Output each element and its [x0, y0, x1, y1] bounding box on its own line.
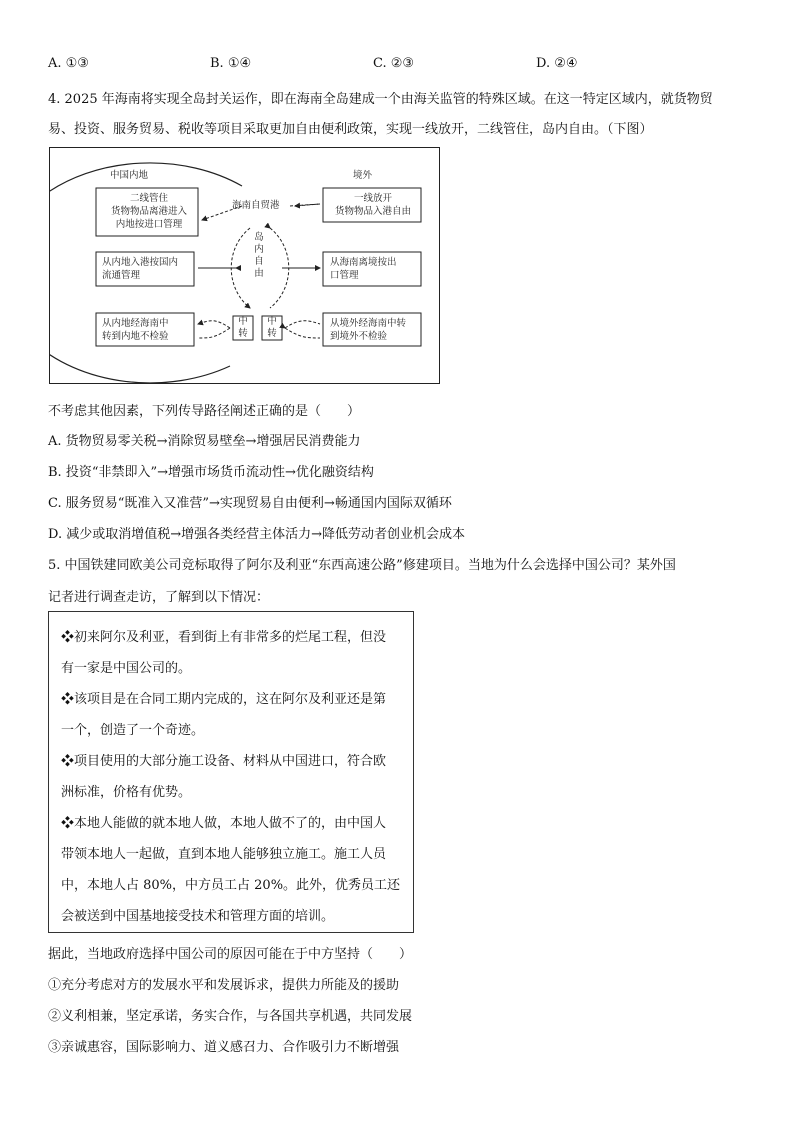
q3-option-c: C. ②③: [373, 56, 415, 71]
q5-stem-line2: 记者进行调查走访，了解到以下情况：: [48, 590, 270, 605]
box-abroad-transit: 从境外经海南中转 到境外不检验: [330, 318, 407, 342]
fact-line: 会被送到中国基地接受技术和管理方面的培训。: [61, 909, 335, 924]
label-island-free: 岛内自由: [254, 232, 264, 279]
fact-line: ❖本地人能做的就本地人做，本地人做不了的，由中国人: [61, 816, 387, 831]
fact-line: 一个，创造了一个奇迹。: [61, 723, 205, 738]
fact-line: 洲标准，价格有优势。: [61, 785, 192, 800]
transit-right: 中转: [267, 316, 277, 339]
hainan-ftz-diagram: [49, 147, 440, 384]
box-second-line: 二线管住 货物物品离港进入 内地按进口管理: [110, 193, 187, 230]
q4-option-a: A. 货物贸易零关税→消除贸易壁垒→增强居民消费能力: [48, 434, 361, 449]
q4-prompt: 不考虑其他因素，下列传导路径阐述正确的是（ ）: [48, 404, 361, 419]
fact-line: ❖初来阿尔及利亚，看到街上有非常多的烂尾工程，但没: [61, 630, 387, 645]
q5-prompt: 据此，当地政府选择中国公司的原因可能在于中方坚持（ ）: [48, 947, 413, 962]
label-abroad: 境外: [353, 170, 373, 181]
box-first-line: 一线放开 货物物品入港自由: [334, 193, 411, 217]
q5-facts-box: [48, 611, 414, 933]
fact-line: ❖该项目是在合同工期内完成的，这在阿尔及利亚还是第: [61, 692, 387, 707]
fact-line: 有一家是中国公司的。: [61, 661, 192, 676]
transit-left: 中转: [238, 316, 248, 339]
q4-option-d: D. 减少或取消增值税→增强各类经营主体活力→降低劳动者创业机会成本: [48, 527, 466, 542]
q5-item-3: ③亲诚惠容，国际影响力、道义感召力、合作吸引力不断增强: [48, 1040, 400, 1055]
fact-line: ❖项目使用的大部分施工设备、材料从中国进口，符合欧: [61, 754, 387, 769]
label-mainland: 中国内地: [110, 170, 149, 181]
q3-option-a: A. ①③: [48, 56, 89, 71]
box-mainland-transit: 从内地经海南中 转到内地不检验: [102, 318, 169, 342]
q5-stem-line1: 5. 中国铁建同欧美公司竞标取得了阿尔及利亚“东西高速公路”修建项目。当地为什么会选择中国公司？某外国: [48, 558, 676, 573]
q3-option-b: B. ①④: [210, 56, 252, 71]
q5-item-2: ②义利相兼，坚定承诺，务实合作，与各国共享机遇，共同发展: [48, 1009, 413, 1024]
fact-line: 中，本地人占 80%，中方员工占 20%。此外，优秀员工还: [61, 878, 401, 893]
box-mainland-entry: 从内地入港按国内 流通管理: [102, 257, 179, 281]
box-hainan-exit: 从海南离境按出 口管理: [330, 257, 397, 281]
q5-item-1: ①充分考虑对方的发展水平和发展诉求，提供力所能及的援助: [48, 978, 400, 993]
q4-option-b: B. 投资“非禁即入”→增强市场货币流动性→优化融资结构: [48, 465, 374, 480]
q4-stem-line1: 4. 2025 年海南将实现全岛封关运作，即在海南全岛建成一个由海关监管的特殊区域。在这一特定区域内，就货物贸: [48, 92, 713, 107]
fact-line: 带领本地人一起做，直到本地人能够独立施工。施工人员: [61, 847, 387, 862]
label-ftz: 海南自贸港: [232, 200, 280, 211]
q4-option-c: C. 服务贸易“既准入又准营”→实现贸易自由便利→畅通国内国际双循环: [48, 496, 452, 511]
q4-stem-line2: 易、投资、服务贸易、税收等项目采取更加自由便利政策，实现一线放开，二线管住，岛内自由。（下图）: [48, 122, 653, 137]
q3-option-d: D. ②④: [536, 56, 578, 71]
